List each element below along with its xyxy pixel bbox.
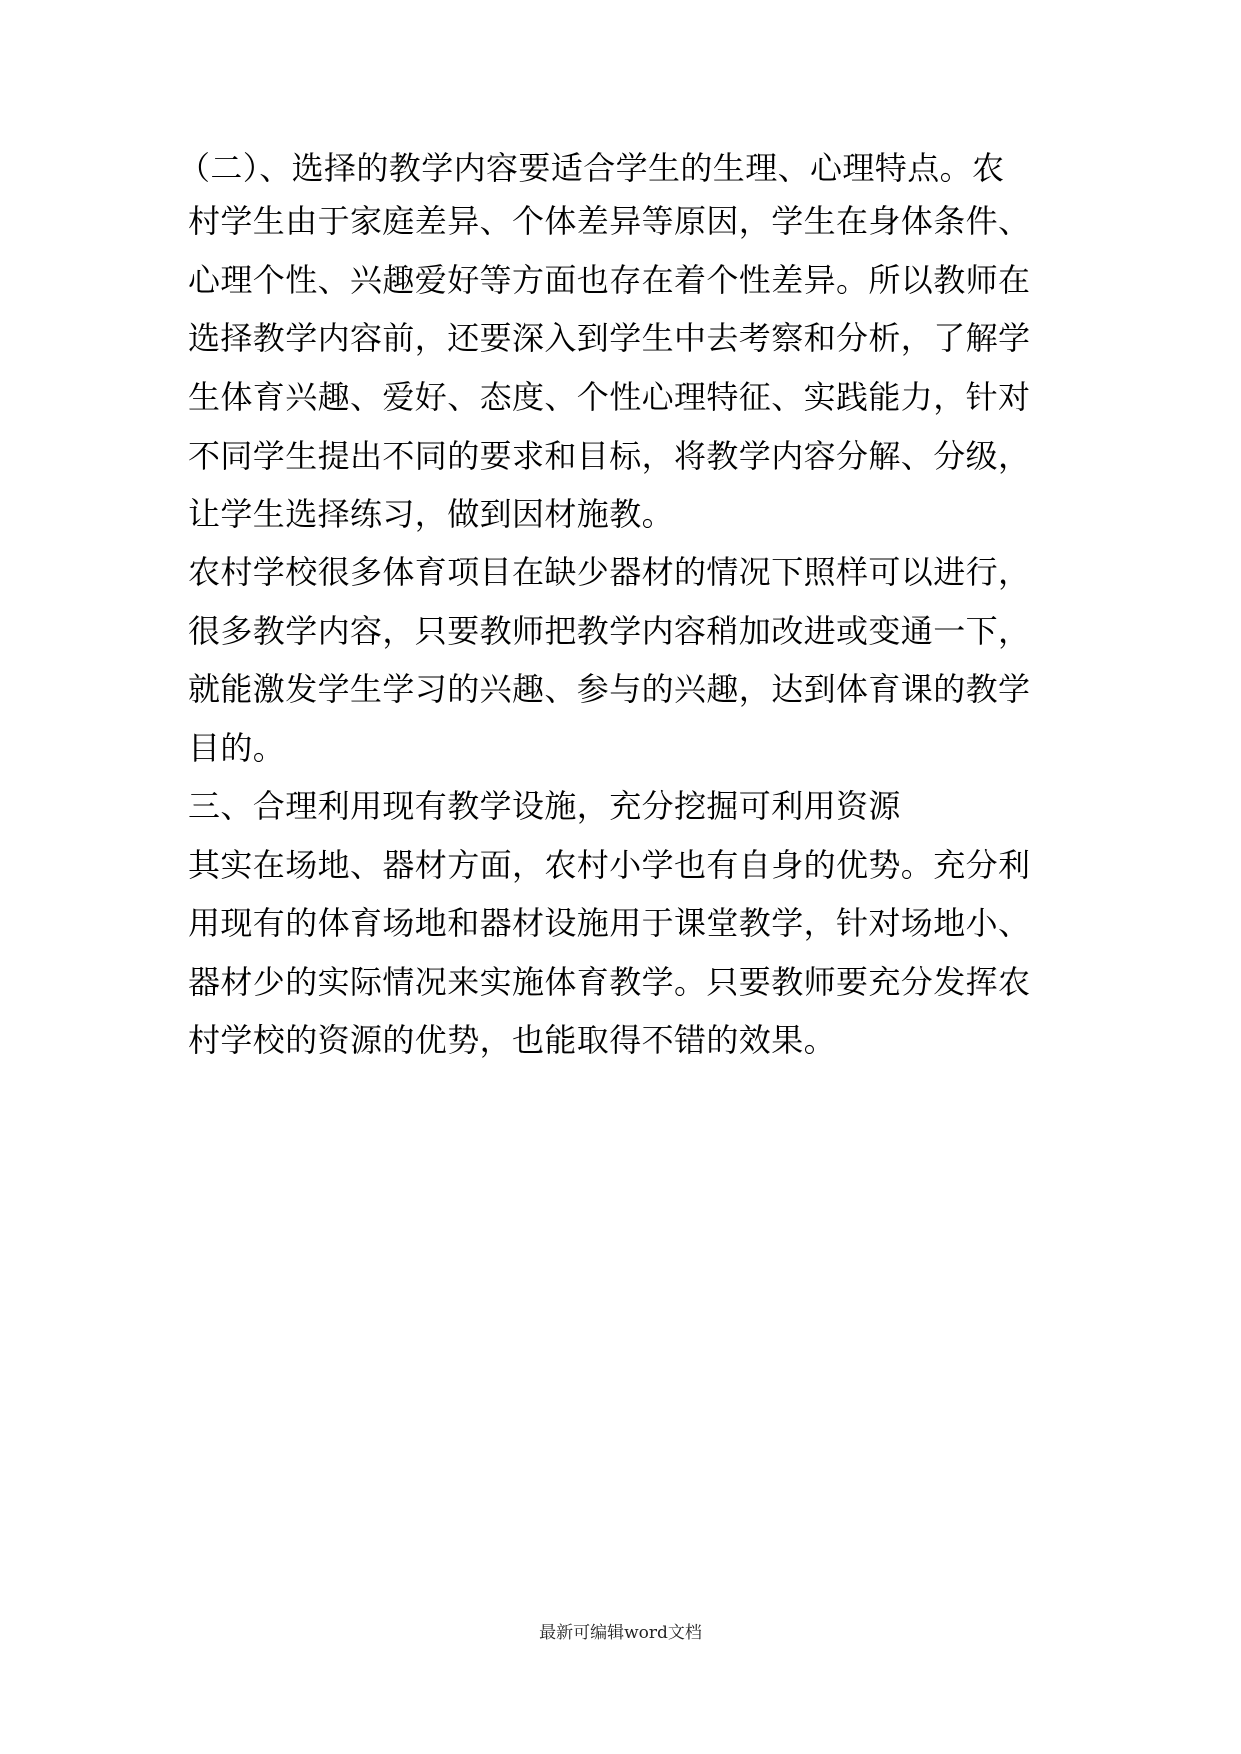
text-line-11: 目的。 bbox=[188, 729, 286, 767]
text-line-16: 村学校的资源的优势，也能取得不错的效果。 bbox=[188, 1021, 837, 1059]
text-line-9: 很多教学内容，只要教师把教学内容稍加改进或变通一下， bbox=[188, 612, 1031, 650]
page-footer: 最新可编辑word文档 bbox=[539, 1623, 702, 1643]
text-line-10: 就能激发学生学习的兴趣、参与的兴趣，达到体育课的教学 bbox=[188, 670, 1031, 708]
text-line-2: 村学生由于家庭差异、个体差异等原因，学生在身体条件、 bbox=[188, 202, 1031, 240]
text-line-5: 生体育兴趣、爱好、态度、个性心理特征、实践能力，针对 bbox=[188, 378, 1031, 416]
text-line-13: 其实在场地、器材方面，农村小学也有自身的优势。充分利 bbox=[188, 846, 1031, 884]
text-line-6: 不同学生提出不同的要求和目标，将教学内容分解、分级， bbox=[188, 437, 1031, 475]
section-heading: 三、合理利用现有教学设施，充分挖掘可利用资源 bbox=[188, 787, 901, 825]
text-line-3: 心理个性、兴趣爱好等方面也存在着个性差异。所以教师在 bbox=[188, 261, 1031, 299]
text-line-15: 器材少的实际情况来实施体育教学。只要教师要充分发挥农 bbox=[188, 963, 1031, 1001]
text-line-4: 选择教学内容前，还要深入到学生中去考察和分析，了解学 bbox=[188, 319, 1031, 357]
text-line-7: 让学生选择练习，做到因材施教。 bbox=[188, 495, 675, 533]
text-line-8: 农村学校很多体育项目在缺少器材的情况下照样可以进行， bbox=[188, 553, 1031, 591]
text-line-1: （二）、选择的教学内容要适合学生的生理、心理特点。农 bbox=[178, 149, 1005, 187]
text-line-14: 用现有的体育场地和器材设施用于课堂教学，针对场地小、 bbox=[188, 904, 1031, 942]
